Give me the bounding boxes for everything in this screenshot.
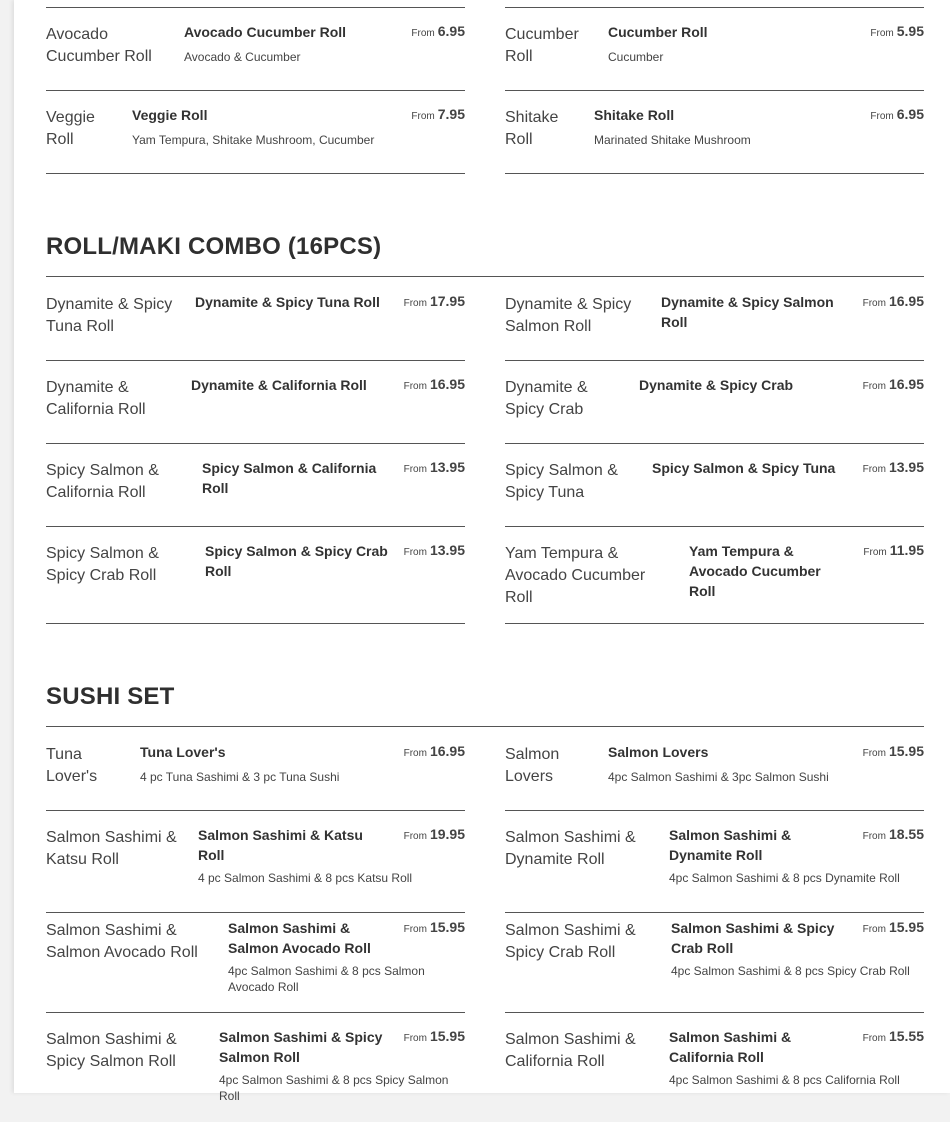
price-amount: 15.95 <box>429 1028 465 1044</box>
item-image: Salmon Sashimi & California Roll <box>505 1031 636 1070</box>
item-price <box>411 106 465 124</box>
item-image: Salmon Sashimi & Spicy Salmon Roll <box>46 1031 177 1070</box>
price-amount: 19.95 <box>429 826 465 842</box>
item-name: Shitake Roll <box>594 107 675 123</box>
menu-item-salmon-lovers[interactable] <box>505 744 924 811</box>
price-from-label: From <box>403 831 427 842</box>
item-price <box>863 542 924 560</box>
item-price <box>870 106 924 124</box>
item-image: Veggie Roll <box>46 109 95 148</box>
menu-item-spicy-salmon-california-roll[interactable] <box>46 460 465 527</box>
item-divider <box>505 912 924 913</box>
item-name: Salmon Lovers <box>608 744 709 760</box>
item-price <box>404 826 465 844</box>
item-name: Tuna Lover's <box>140 744 226 760</box>
menu-item-spicy-salmon-spicy-crab-roll[interactable] <box>46 543 465 624</box>
item-image: Dynamite & Spicy Salmon Roll <box>505 296 632 335</box>
item-image: Dynamite & Spicy Crab <box>505 379 588 418</box>
item-description: 4 pc Salmon Sashimi & 8 pcs Katsu Roll <box>198 871 413 885</box>
price-from-label: From <box>862 748 886 759</box>
item-image: Avocado Cucumber Roll <box>46 26 152 65</box>
item-name: Veggie Roll <box>132 107 208 123</box>
item-price <box>404 743 465 761</box>
item-divider <box>46 526 465 527</box>
price-amount: 18.55 <box>888 826 924 842</box>
item-divider <box>46 912 465 913</box>
menu-item-dynamite-spicy-crab[interactable] <box>505 377 924 444</box>
price-from-label: From <box>862 298 886 309</box>
price-amount: 13.95 <box>888 459 924 475</box>
item-divider <box>505 526 924 527</box>
item-image: Yam Tempura & Avocado Cucumber Roll <box>505 545 646 606</box>
item-divider <box>46 90 465 91</box>
item-name: Dynamite & California Roll <box>191 377 367 393</box>
menu-item-yam-tempura-avocado-cucumber-roll[interactable] <box>505 543 924 624</box>
item-description: 4pc Salmon Sashimi & 8 pcs Spicy Crab Roll <box>671 964 910 978</box>
section-divider <box>46 726 924 727</box>
price-from-label: From <box>870 28 894 39</box>
item-name: Salmon Sashimi & Dynamite Roll <box>669 827 792 863</box>
item-description: 4pc Salmon Sashimi & 8 pcs Dynamite Roll <box>669 871 900 885</box>
item-image: Shitake Roll <box>505 109 559 148</box>
item-name: Salmon Sashimi & Spicy Crab Roll <box>671 920 835 956</box>
item-name: Salmon Sashimi & California Roll <box>669 1029 792 1065</box>
item-description: Marinated Shitake Mushroom <box>594 133 751 147</box>
item-price <box>411 23 465 41</box>
price-from-label: From <box>403 547 427 558</box>
section-divider <box>46 276 924 277</box>
item-image: Dynamite & Spicy Tuna Roll <box>46 296 173 335</box>
item-divider <box>505 173 924 174</box>
item-description: 4pc Salmon Sashimi & 8 pcs Spicy Salmon Roll <box>219 1073 449 1103</box>
item-divider <box>46 443 465 444</box>
section-title-sushi-set: SUSHI SET <box>46 683 175 710</box>
price-amount: 13.95 <box>429 459 465 475</box>
item-price <box>863 919 924 937</box>
item-price <box>404 919 465 937</box>
item-description: 4pc Salmon Sashimi & 3pc Salmon Sushi <box>608 770 829 784</box>
menu-item-dynamite-california-roll[interactable] <box>46 377 465 444</box>
menu-item-dynamite-spicy-tuna-roll[interactable] <box>46 294 465 361</box>
menu-item-avocado-cucumber-roll[interactable] <box>46 24 465 91</box>
item-price <box>404 293 465 311</box>
item-description: 4pc Salmon Sashimi & 8 pcs Salmon Avocado Roll <box>228 964 425 994</box>
item-name: Yam Tempura & Avocado Cucumber Roll <box>689 543 821 599</box>
item-divider <box>46 360 465 361</box>
item-description: Avocado & Cucumber <box>184 50 301 64</box>
item-price <box>863 826 924 844</box>
price-amount: 15.95 <box>888 743 924 759</box>
item-divider <box>505 810 924 811</box>
price-amount: 6.95 <box>437 23 465 39</box>
item-price <box>863 1028 924 1046</box>
price-from-label: From <box>411 111 435 122</box>
price-amount: 5.95 <box>896 23 924 39</box>
item-price <box>863 376 924 394</box>
menu-item-salmon-sashimi-salmon-avocado-roll[interactable] <box>46 920 465 1013</box>
item-image: Tuna Lover's <box>46 746 98 785</box>
price-amount: 6.95 <box>896 106 924 122</box>
menu-item-salmon-sashimi-california-roll[interactable] <box>505 1029 924 1122</box>
item-image: Salmon Sashimi & Spicy Crab Roll <box>505 922 636 961</box>
item-divider <box>46 810 465 811</box>
item-description: 4 pc Tuna Sashimi & 3 pc Tuna Sushi <box>140 770 340 784</box>
item-image: Spicy Salmon & Spicy Tuna <box>505 462 618 501</box>
menu-item-veggie-roll[interactable] <box>46 107 465 174</box>
item-price <box>863 293 924 311</box>
price-from-label: From <box>863 547 887 558</box>
price-from-label: From <box>403 381 427 392</box>
price-amount: 15.55 <box>888 1028 924 1044</box>
price-from-label: From <box>862 924 886 935</box>
price-amount: 13.95 <box>429 542 465 558</box>
price-amount: 16.95 <box>429 743 465 759</box>
item-image: Cucumber Roll <box>505 26 579 65</box>
item-price <box>404 1028 465 1046</box>
price-from-label: From <box>411 28 435 39</box>
menu-item-spicy-salmon-spicy-tuna[interactable] <box>505 460 924 527</box>
menu-item-salmon-sashimi-dynamite-roll[interactable] <box>505 827 924 913</box>
item-name: Salmon Sashimi & Salmon Avocado Roll <box>228 920 371 956</box>
item-image: Salmon Sashimi & Dynamite Roll <box>505 829 636 868</box>
item-divider <box>46 173 465 174</box>
item-image: Salmon Sashimi & Salmon Avocado Roll <box>46 922 198 961</box>
item-image: Salmon Sashimi & Katsu Roll <box>46 829 177 868</box>
item-divider <box>505 443 924 444</box>
menu-item-tuna-lovers[interactable] <box>46 744 465 811</box>
menu-item-salmon-sashimi-spicy-crab-roll[interactable] <box>505 920 924 1013</box>
price-amount: 16.95 <box>888 376 924 392</box>
price-amount: 17.95 <box>429 293 465 309</box>
section-title-roll-maki-combo: ROLL/MAKI COMBO (16PCS) <box>46 233 382 260</box>
item-name: Cucumber Roll <box>608 24 708 40</box>
item-divider <box>505 623 924 624</box>
item-divider <box>505 1012 924 1013</box>
price-amount: 7.95 <box>437 106 465 122</box>
price-amount: 15.95 <box>888 919 924 935</box>
price-amount: 15.95 <box>429 919 465 935</box>
item-divider <box>505 90 924 91</box>
item-price <box>404 459 465 477</box>
divider <box>46 7 465 8</box>
price-from-label: From <box>403 464 427 475</box>
price-from-label: From <box>862 464 886 475</box>
item-image: Salmon Lovers <box>505 746 560 785</box>
item-name: Dynamite & Spicy Tuna Roll <box>195 294 380 310</box>
price-from-label: From <box>403 924 427 935</box>
price-from-label: From <box>862 831 886 842</box>
item-price <box>404 542 465 560</box>
item-description: Yam Tempura, Shitake Mushroom, Cucumber <box>132 133 375 147</box>
menu-item-salmon-sashimi-spicy-salmon-roll[interactable] <box>46 1029 465 1122</box>
item-description: Cucumber <box>608 50 664 64</box>
item-divider <box>46 1012 465 1013</box>
item-name: Avocado Cucumber Roll <box>184 24 347 40</box>
item-name: Spicy Salmon & Spicy Crab Roll <box>205 543 388 579</box>
price-from-label: From <box>862 1033 886 1044</box>
item-price <box>863 459 924 477</box>
price-from-label: From <box>403 1033 427 1044</box>
item-price <box>404 376 465 394</box>
item-name: Dynamite & Spicy Crab <box>639 377 794 393</box>
price-amount: 11.95 <box>889 542 924 558</box>
menu-item-shitake-roll[interactable] <box>505 107 924 174</box>
item-image: Spicy Salmon & California Roll <box>46 462 159 501</box>
price-from-label: From <box>403 748 427 759</box>
item-name: Salmon Sashimi & Spicy Salmon Roll <box>219 1029 383 1065</box>
price-amount: 16.95 <box>429 376 465 392</box>
item-name: Spicy Salmon & California Roll <box>202 460 377 496</box>
item-name: Dynamite & Spicy Salmon Roll <box>661 294 834 330</box>
item-name: Salmon Sashimi & Katsu Roll <box>198 827 363 863</box>
item-name: Spicy Salmon & Spicy Tuna <box>652 460 836 476</box>
menu-item-dynamite-spicy-salmon-roll[interactable] <box>505 294 924 361</box>
menu-item-cucumber-roll[interactable] <box>505 24 924 91</box>
price-from-label: From <box>403 298 427 309</box>
price-from-label: From <box>862 381 886 392</box>
price-amount: 16.95 <box>888 293 924 309</box>
menu-item-salmon-sashimi-katsu-roll[interactable] <box>46 827 465 913</box>
item-image: Dynamite & California Roll <box>46 379 146 418</box>
item-image: Spicy Salmon & Spicy Crab Roll <box>46 545 159 584</box>
item-price <box>863 743 924 761</box>
item-description: 4pc Salmon Sashimi & 8 pcs California Roll <box>669 1073 900 1087</box>
price-from-label: From <box>870 111 894 122</box>
item-divider <box>46 623 465 624</box>
item-price <box>870 23 924 41</box>
divider <box>505 7 924 8</box>
item-divider <box>505 360 924 361</box>
